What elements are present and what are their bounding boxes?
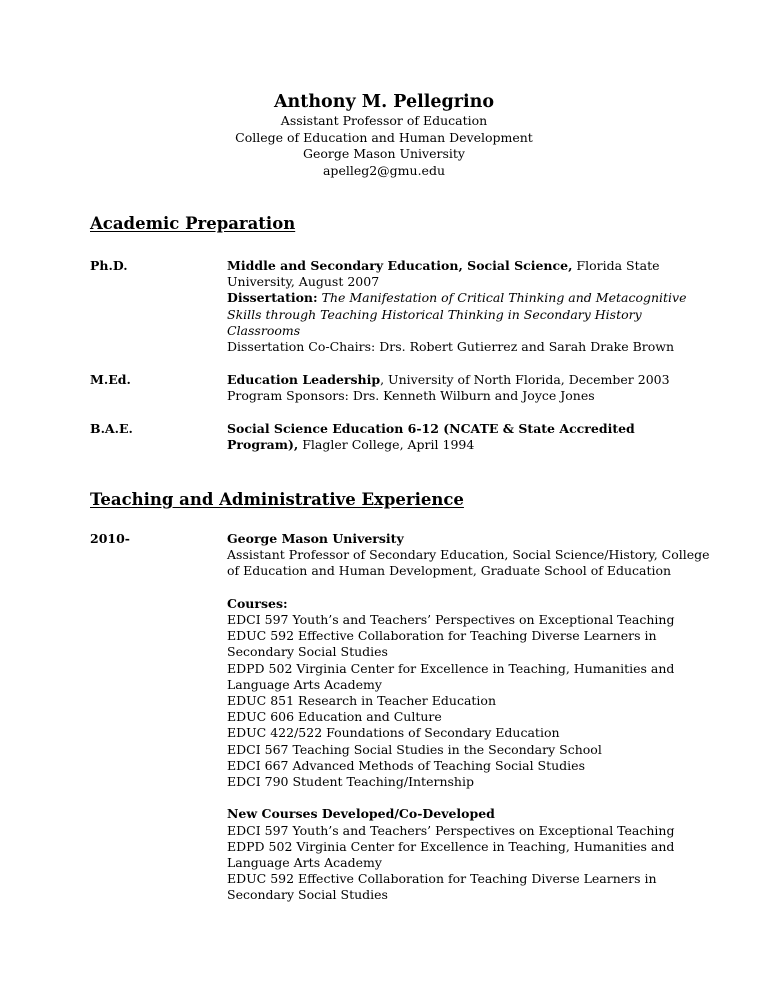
job-title: Assistant Professor of Education bbox=[280, 113, 488, 128]
course-item: EDCI 790 Student Teaching/Internship bbox=[227, 774, 474, 790]
course-item: EDUC 606 Education and Culture bbox=[227, 709, 442, 725]
dissertation-label: Dissertation: bbox=[227, 290, 318, 306]
course-item: EDCI 567 Teaching Social Studies in the Secondary School bbox=[227, 741, 602, 757]
degree-details bbox=[227, 258, 687, 355]
degree-label: Ph.D. bbox=[90, 258, 128, 273]
new-courses-label: New Courses Developed/Co-Developed bbox=[227, 806, 495, 822]
course-item: EDUC 851 Research in Teacher Education bbox=[227, 693, 496, 709]
degree-label: B.A.E. bbox=[90, 421, 133, 436]
position-organization: George Mason University bbox=[227, 531, 404, 546]
position-role: Assistant Professor of Secondary Education, Social Science/History, College bbox=[227, 547, 710, 563]
degree-details bbox=[227, 421, 677, 453]
degree-place: Florida State bbox=[572, 258, 660, 273]
email-address: apelleg2@gmu.edu bbox=[322, 162, 446, 178]
degree-details bbox=[227, 372, 677, 404]
person-name: Anthony M. Pellegrino bbox=[273, 92, 495, 112]
courses-label: Courses: bbox=[227, 595, 288, 611]
degree-label: M.Ed. bbox=[90, 372, 131, 387]
degree-field-cont: Program), bbox=[227, 437, 299, 453]
degree-place-cont: University, August 2007 bbox=[227, 274, 380, 290]
university-name: George Mason University bbox=[303, 146, 465, 161]
position-role-cont: of Education and Human Development, Graduate School of Education bbox=[227, 563, 672, 579]
course-item: Secondary Social Studies bbox=[227, 644, 388, 660]
dissertation-title: The Manifestation of Critical Thinking and Metacognitive bbox=[317, 290, 687, 306]
degree-field: Social Science Education 6-12 (NCATE & State Accredited bbox=[227, 421, 635, 436]
program-sponsors: Program Sponsors: Drs. Kenneth Wilburn and Joyce Jones bbox=[227, 388, 595, 404]
new-course-item: EDUC 592 Effective Collaboration for Teaching Diverse Learners in bbox=[227, 871, 657, 887]
college-name: College of Education and Human Development bbox=[235, 129, 533, 145]
dissertation-title-end: Classrooms bbox=[227, 322, 301, 338]
new-course-item: EDCI 597 Youth’s and Teachers’ Perspectives on Exceptional Teaching bbox=[227, 822, 675, 838]
course-item: EDUC 592 Effective Collaboration for Teaching Diverse Learners in bbox=[227, 628, 657, 644]
course-item: EDCI 667 Advanced Methods of Teaching Social Studies bbox=[227, 757, 585, 773]
new-course-item: Language Arts Academy bbox=[227, 855, 382, 871]
new-course-item: Secondary Social Studies bbox=[227, 887, 388, 903]
degree-place: Flagler College, April 1994 bbox=[298, 437, 475, 453]
degree-field: Middle and Secondary Education, Social Science, bbox=[227, 258, 573, 273]
academic-preparation-heading: Academic Preparation bbox=[90, 214, 296, 233]
degree-place: , University of North Florida, December 2003 bbox=[380, 372, 670, 387]
cv-header bbox=[0, 91, 768, 179]
teaching-experience-heading: Teaching and Administrative Experience bbox=[90, 490, 464, 509]
dissertation-title-cont: Skills through Teaching Historical Thinking in Secondary History bbox=[227, 306, 642, 322]
new-course-item: EDPD 502 Virginia Center for Excellence in Teaching, Humanities and bbox=[227, 838, 675, 854]
course-item: EDPD 502 Virginia Center for Excellence in Teaching, Humanities and bbox=[227, 660, 675, 676]
course-item: EDUC 422/522 Foundations of Secondary Education bbox=[227, 725, 560, 741]
dissertation-chairs: Dissertation Co-Chairs: Drs. Robert Gutierrez and Sarah Drake Brown bbox=[227, 339, 675, 355]
course-item: EDCI 597 Youth’s and Teachers’ Perspectives on Exceptional Teaching bbox=[227, 612, 675, 628]
course-item: Language Arts Academy bbox=[227, 676, 382, 692]
position-dates: 2010- bbox=[90, 531, 130, 546]
position-details bbox=[227, 531, 710, 904]
degree-field: Education Leadership bbox=[227, 372, 381, 387]
